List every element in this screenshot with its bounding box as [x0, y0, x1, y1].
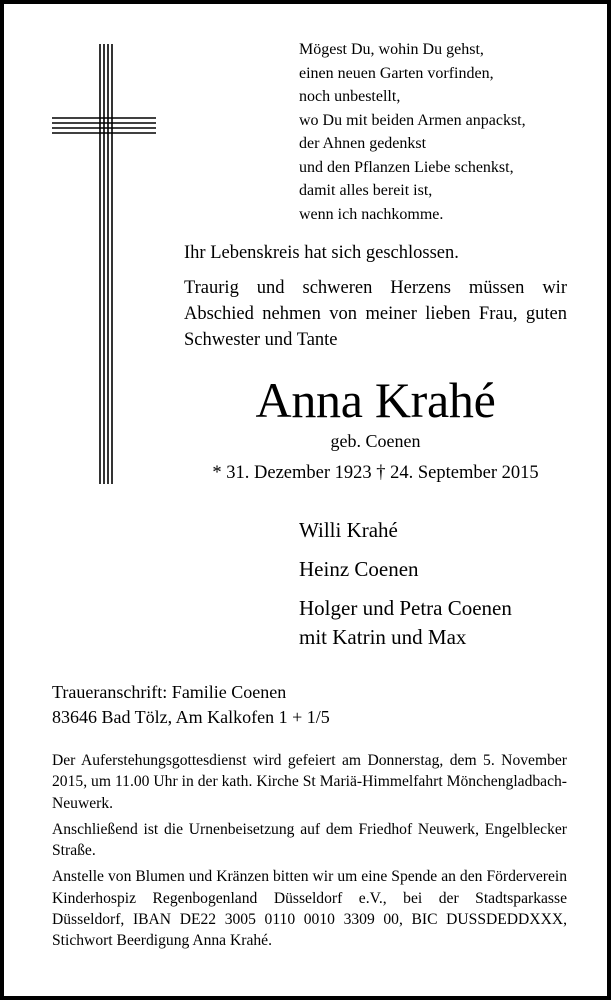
service-paragraph: Der Auferstehungsgottesdienst wird gefeiert am Donnerstag, dem 5. November 2015, um 11.00 Uhr in der kath. Kirche St Mariä-Himmelfahrt Mönchengladbach-Neuwerk.	[52, 752, 567, 812]
poem-line: der Ahnen gedenkst	[299, 135, 427, 152]
mourner-name: mit Katrin und Max	[299, 625, 467, 649]
donation-paragraph: Anstelle von Blumen und Kränzen bitten wir um eine Spende an den Förderverein Kinderhospiz Regenbogenland Düsseldorf e.V., bei der Stadtsparkasse Düsseldorf, IBAN DE22 3005 0110 0010 3309 00, BIC DUSSDEDDXXX, Stichwort Beerdigung Anna Krahé.	[52, 868, 567, 950]
mourner-name: Holger und Petra Coenen	[299, 596, 512, 620]
life-dates: * 31. Dezember 1923 † 24. September 2015	[212, 463, 539, 483]
mourning-address	[52, 680, 572, 729]
intro-text	[184, 240, 567, 353]
poem	[299, 38, 589, 226]
address-line: 83646 Bad Tölz, Am Kalkofen 1 + 1/5	[52, 706, 330, 727]
poem-line: wo Du mit beiden Armen anpackst,	[299, 111, 526, 129]
service-notes	[52, 750, 567, 952]
burial-paragraph: Anschließend ist die Urnenbeisetzung auf dem Friedhof Neuwerk, Engelblecker Straße.	[52, 820, 567, 860]
poem-line: wenn ich nachkomme.	[299, 205, 444, 223]
maiden-name: geb. Coenen	[330, 431, 421, 451]
poem-line: damit alles bereit ist,	[299, 182, 433, 199]
poem-line: noch unbestellt,	[299, 88, 401, 105]
cross-icon	[52, 44, 156, 484]
address-line: Traueranschrift: Familie Coenen	[52, 682, 287, 702]
mourners-list	[299, 516, 589, 652]
mourner-name: Willi Krahé	[299, 518, 398, 542]
deceased-name: Anna Krahé	[255, 372, 496, 428]
closing-line: Ihr Lebenskreis hat sich geschlossen.	[184, 243, 459, 263]
poem-line: einen neuen Garten vorfinden,	[299, 64, 494, 82]
poem-line: Mögest Du, wohin Du gehst,	[299, 41, 484, 58]
poem-line: und den Pflanzen Liebe schenkst,	[299, 158, 514, 176]
mourner-name: Heinz Coenen	[299, 557, 419, 581]
farewell-text: Traurig und schweren Herzens müssen wir Abschied nehmen von meiner lieben Frau, guten Schwester und Tante	[184, 278, 567, 350]
